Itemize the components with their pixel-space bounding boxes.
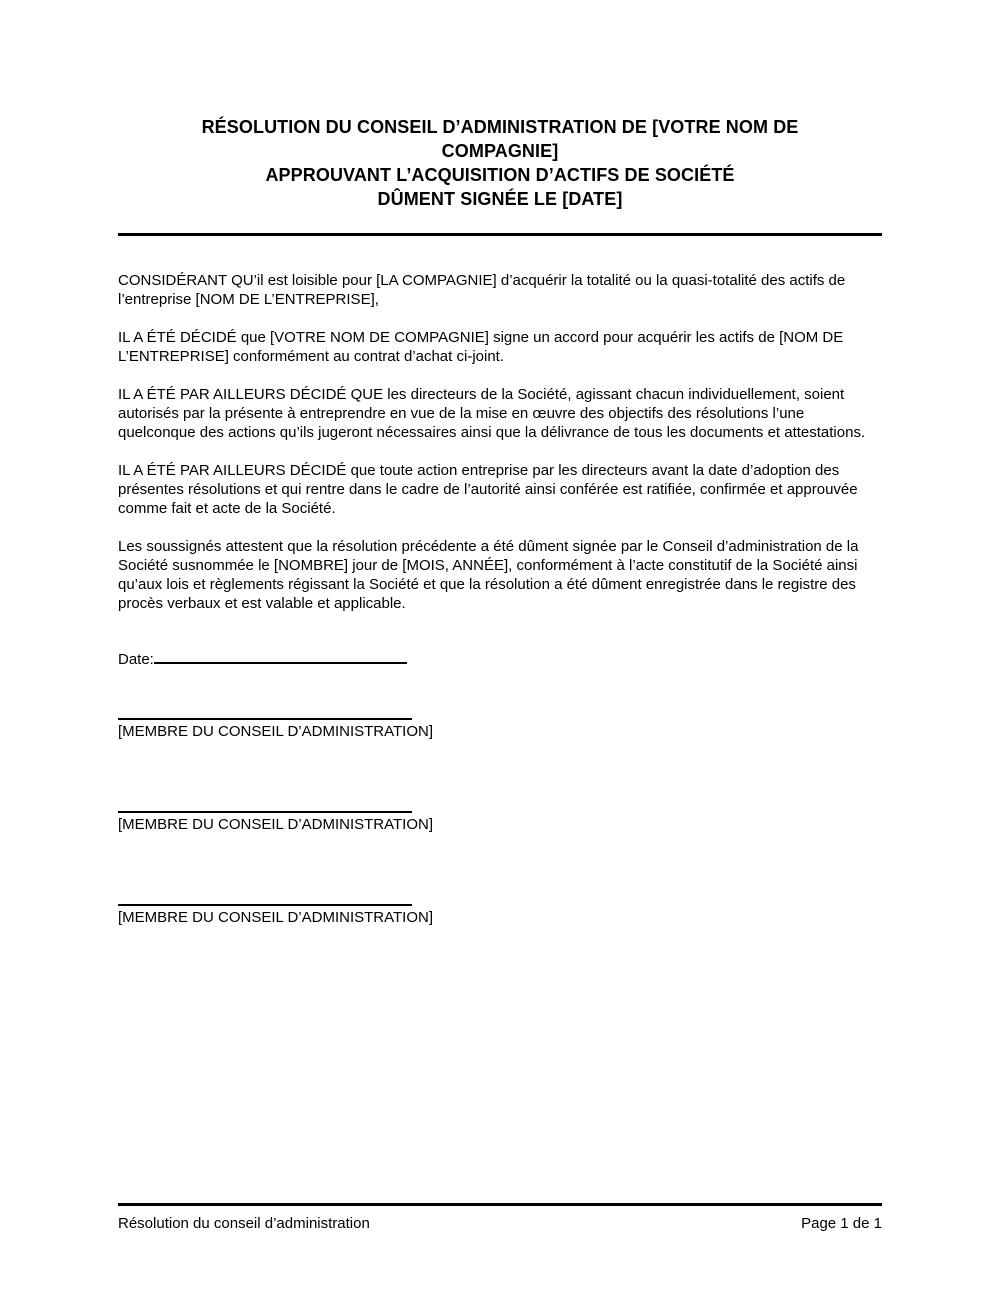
signature-line bbox=[118, 718, 412, 720]
title-line: DÛMENT SIGNÉE LE [DATE] bbox=[377, 189, 623, 209]
footer-divider bbox=[118, 1203, 882, 1206]
date-fill-line bbox=[154, 647, 407, 664]
footer-document-name: Résolution du conseil d’administration bbox=[118, 1215, 370, 1232]
footer-page-number: Page 1 de 1 bbox=[801, 1215, 882, 1232]
date-label: Date: bbox=[118, 651, 154, 668]
signature-block bbox=[118, 718, 434, 741]
body-paragraph: IL A ÉTÉ PAR AILLEURS DÉCIDÉ que toute action entreprise par les directeurs avant la date d’adoption des présentes résolutions et qui rentre dans le cadre de l’autorité ainsi conférée est ratifiée, confirmée et approuvée comme fait et acte de la Société. bbox=[118, 462, 858, 517]
signature-block bbox=[118, 904, 434, 927]
title-line: RÉSOLUTION DU CONSEIL D’ADMINISTRATION DE [VOTRE NOM DE bbox=[201, 117, 799, 137]
title-divider bbox=[118, 233, 882, 236]
signature-line bbox=[118, 904, 412, 906]
footer-row bbox=[118, 1214, 882, 1233]
signature-label: [MEMBRE DU CONSEIL D’ADMINISTRATION] bbox=[118, 909, 434, 926]
title-line: COMPAGNIE] bbox=[441, 141, 559, 161]
body-paragraph: Les soussignés attestent que la résolution précédente a été dûment signée par le Conseil d’administration de la Société susnommée le [NOMBRE] jour de [MOIS, ANNÉE], conformément à l’acte constitutif de la Société ainsi qu’aux lois et règlements régissant la Société et que la résolution a été dûment enregistrée dans le registre des procès verbaux et est valable et applicable. bbox=[118, 538, 859, 612]
signature-block bbox=[118, 811, 434, 834]
signature-label: [MEMBRE DU CONSEIL D’ADMINISTRATION] bbox=[118, 723, 434, 740]
body-paragraph: CONSIDÉRANT QU’il est loisible pour [LA COMPAGNIE] d’acquérir la totalité ou la quasi-totalité des actifs de l’entreprise [NOM DE L’ENTREPRISE], bbox=[118, 272, 846, 308]
title-line: APPROUVANT L’ACQUISITION D’ACTIFS DE SOCIÉTÉ bbox=[265, 165, 735, 185]
signature-label: [MEMBRE DU CONSEIL D’ADMINISTRATION] bbox=[118, 816, 434, 833]
signature-line bbox=[118, 811, 412, 813]
document-title bbox=[118, 115, 882, 211]
page-footer bbox=[118, 1203, 882, 1233]
body-paragraph: IL A ÉTÉ DÉCIDÉ que [VOTRE NOM DE COMPAGNIE] signe un accord pour acquérir les actifs de [NOM DE L’ENTREPRISE] conformément au contrat d’achat ci-joint. bbox=[118, 329, 844, 365]
date-row bbox=[118, 647, 882, 669]
document-content bbox=[118, 0, 882, 927]
body-paragraph: IL A ÉTÉ PAR AILLEURS DÉCIDÉ QUE les directeurs de la Société, agissant chacun individuellement, soient autorisés par la présente à entreprendre en vue de la mise en œuvre des objectifs des résolutions l’une quelconque des actions qu’ils jugeront nécessaires ainsi que la délivrance de tous les documents et attestations. bbox=[118, 386, 866, 441]
